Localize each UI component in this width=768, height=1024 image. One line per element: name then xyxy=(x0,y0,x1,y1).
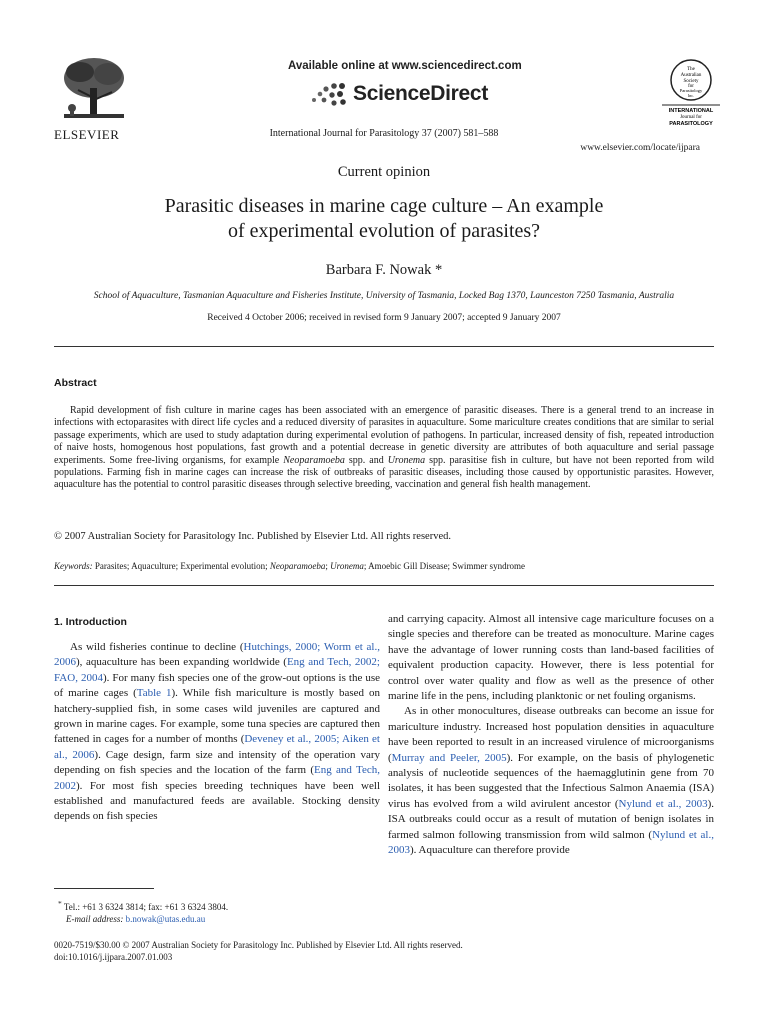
title-line-2: of experimental evolution of parasites? xyxy=(227,220,541,242)
text: ), aquaculture has been expanding worldwide ( xyxy=(76,656,287,669)
seal-text-parasitology-title: PARASITOLOGY xyxy=(669,121,713,127)
doi-text[interactable]: doi:10.1016/j.ijpara.2007.01.003 xyxy=(54,952,173,962)
abstract-text: Rapid development of fish culture in marine cages has been associated with an emergence of parasitic diseases. There is a general trend to an increase in infections with ectoparasites with direct life cycles and a reduced diversity of parasites in aquaculture. Some mariculture creates conditions that are similar to serial passage experiments, which are used to study adaptation during experimental evolution of pathogens. In particular, increased density of fish, repeated introduction of naive hosts, homogenous host populations, fast growth and a potential decrease in genetic diversity are attributes of both aquaculture and serial passage experiments. Some free-living organisms, for example xyxy=(54,405,714,466)
text: ). For many fish species one of the grow-out options is the use of marine cages ( xyxy=(54,671,380,700)
keyword-italic: Neoparamoeba xyxy=(269,561,326,571)
text: As in other monocultures, disease outbreaks can become an issue for mariculture industry. Increased host population densities in aquaculture have been reported to result in an increased virulence of microorganisms ( xyxy=(388,705,714,764)
citation-link[interactable]: Nylund et al., 2003 xyxy=(618,797,708,810)
keywords-text: ; Amoebic Gill Disease; Swimmer syndrome xyxy=(363,561,526,571)
citation-link[interactable]: Murray and Peeler, 2005 xyxy=(391,751,507,764)
body-column-left xyxy=(54,640,380,825)
footnote-divider xyxy=(54,888,154,889)
keywords-text: Parasites; Aquaculture; Experimental evolution; xyxy=(92,561,270,571)
text: ). Aquaculture can therefore provide xyxy=(410,844,570,857)
author-affiliation: School of Aquaculture, Tasmanian Aquaculture and Fisheries Institute, University of Tasmania, Locked Bag 1370, Launceston 7250 Tasmania, Australia xyxy=(93,291,675,301)
body-column-right xyxy=(388,612,714,859)
publisher-name: ELSEVIER xyxy=(54,127,120,142)
page-footer xyxy=(54,939,463,963)
author-footnote xyxy=(58,898,228,925)
text: ). While fish mariculture is mostly based on hatchery-supplied fish, in some cases wild juveniles are captured and grown in marine cages. For example, some tuna species are captured then fattened in cages for a number of months ( xyxy=(54,687,381,746)
table-link[interactable]: Table 1 xyxy=(136,687,172,700)
sciencedirect-dots-icon xyxy=(310,80,350,108)
email-label: E-mail address: xyxy=(66,914,124,924)
divider xyxy=(54,585,714,586)
available-online-text: Available online at www.sciencedirect.com xyxy=(288,60,522,72)
citation-link[interactable]: Nylund et al., 2003 xyxy=(388,828,714,857)
abstract-genus: Neoparamoeba xyxy=(283,454,345,466)
citation-link[interactable]: Eng and Tech, 2002 xyxy=(54,764,380,792)
seal-text-journal-for: Journal for xyxy=(680,115,702,120)
abstract-text: spp. and xyxy=(344,454,388,466)
citation-link[interactable]: Eng and Tech, 2002; FAO, 2004 xyxy=(54,656,380,684)
journal-seal-icon xyxy=(660,58,722,128)
seal-text-the: The xyxy=(687,67,695,72)
citation-link[interactable]: Hutchings, 2000; Worm et al., 2006 xyxy=(54,641,380,669)
abstract-genus: Uronema xyxy=(387,454,426,466)
email-link[interactable]: b.nowak@utas.edu.au xyxy=(123,914,206,924)
seal-text-for: for xyxy=(688,84,694,89)
abstract-text: spp. parasitise fish in culture, but have not been reported from wild populations. Farming fish in marine cages can increase the risk of outbreaks of parasitic diseases, including those caused by opportunistic parasites. However, aquaculture has the potential to control parasitic diseases through selective breeding, vaccination and general fish health management. xyxy=(54,454,714,491)
journal-url-link[interactable]: www.elsevier.com/locate/ijpara xyxy=(580,143,700,153)
article-title xyxy=(100,194,668,244)
keyword-italic: Uronema xyxy=(330,561,364,571)
section-heading-introduction: 1. Introduction xyxy=(54,616,127,628)
seal-text-australian: Australian xyxy=(680,73,702,78)
abstract-heading: Abstract xyxy=(54,377,97,389)
footnote-mark: * xyxy=(58,899,62,908)
footnote-email xyxy=(58,913,228,925)
elsevier-tree-logo xyxy=(54,54,132,126)
seal-text-society: Society xyxy=(683,79,699,84)
article-section-type: Current opinion xyxy=(337,164,431,180)
text: ). For example, on the basis of phylogenetic analysis of nucleotide sequences of the haemagglutinin gene from 70 isolates, it has been suggested that the Infectious Salmon Anaemia (ISA) virus has evolved from a wild avirulent ancestor ( xyxy=(388,751,715,810)
issn-copyright: 0020-7519/$30.00 © 2007 Australian Society for Parasitology Inc. Published by Elsevier Ltd. All rights reserved. xyxy=(54,940,463,950)
title-line-1: Parasitic diseases in marine cage culture – An example xyxy=(164,195,604,217)
footnote-phone: Tel.: +61 3 6324 3814; fax: +61 3 6324 3804. xyxy=(61,902,229,912)
article-author: Barbara F. Nowak * xyxy=(325,262,443,278)
journal-reference: International Journal for Parasitology 37 (2007) 581–588 xyxy=(269,128,499,139)
received-dates: Received 4 October 2006; received in revised form 9 January 2007; accepted 9 January 2007 xyxy=(207,313,561,323)
text: ). For most fish species breeding techniques have been well established and manufactured feeds are available. Stocking density depends on fish species xyxy=(54,779,380,823)
text: As wild fisheries continue to decline ( xyxy=(70,641,244,653)
paragraph xyxy=(54,640,380,825)
footnote-contact xyxy=(58,898,228,913)
paragraph: and carrying capacity. Almost all intensive cage mariculture focuses on a single species and therefore can be treated as monoculture. Marine cages have the advantage of lower running costs than land-based facilities of equivalent production capacity. However, there is less potential for control over water quality and flow as well as the presence of other marine life in the pens, including planktonic or net fouling organisms. xyxy=(388,613,714,703)
keywords-text: ; xyxy=(325,561,331,571)
seal-text-inc: Inc. xyxy=(687,93,695,98)
divider xyxy=(54,346,714,347)
text: ). Cage design, farm size and intensity of the operation vary depending on fish species and the location of the farm ( xyxy=(54,748,380,777)
abstract-body xyxy=(54,405,714,492)
sciencedirect-wordmark: ScienceDirect xyxy=(353,82,489,105)
paragraph xyxy=(388,704,714,858)
seal-text-international: INTERNATIONAL xyxy=(668,108,714,114)
keywords-label: Keywords: xyxy=(54,561,93,571)
society-logo xyxy=(660,58,722,128)
abstract-copyright: © 2007 Australian Society for Parasitology Inc. Published by Elsevier Ltd. All rights reserved. xyxy=(54,531,451,542)
seal-text-parasitology: Parasitology xyxy=(679,88,703,93)
keywords-line xyxy=(54,561,525,571)
citation-link[interactable]: Deveney et al., 2005; Aiken et al., 2006 xyxy=(54,733,380,761)
text: ). ISA outbreaks could occur as a result of mutation of benign isolates in farmed salmon following transmission from wild salmon ( xyxy=(388,797,714,841)
